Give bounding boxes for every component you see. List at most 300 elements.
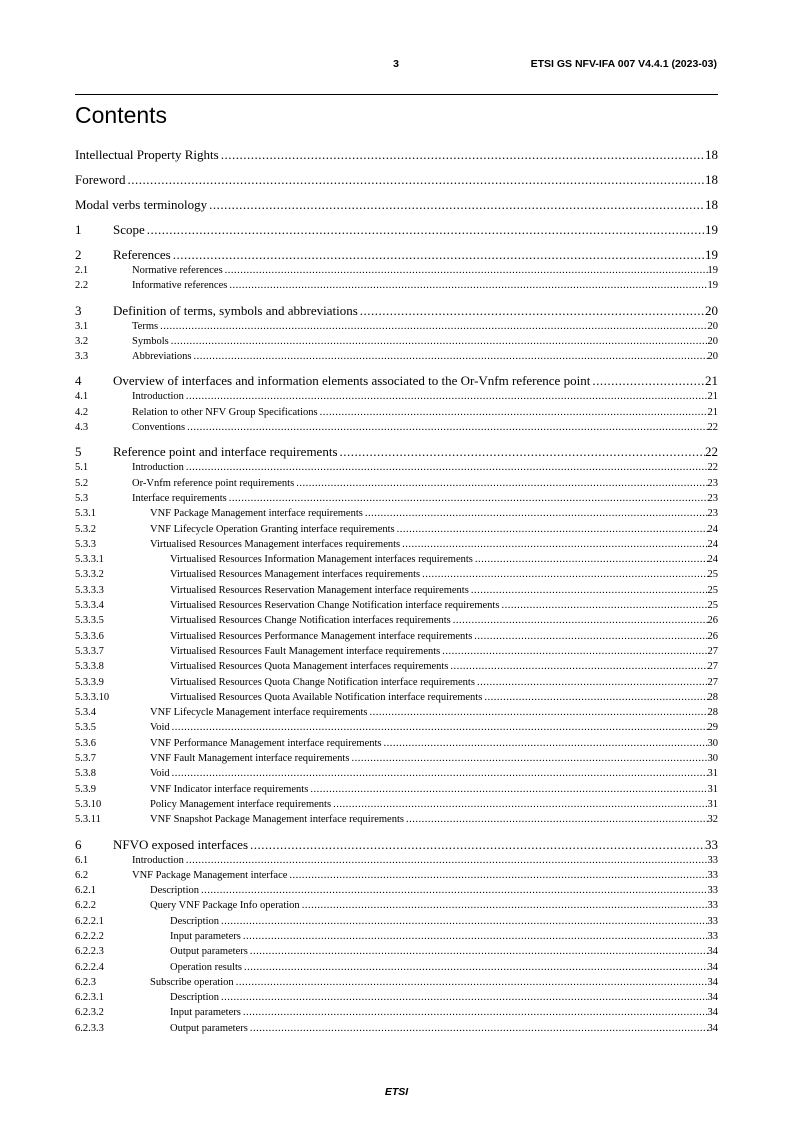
toc-entry[interactable] <box>75 444 718 460</box>
toc-entry[interactable] <box>75 172 718 188</box>
toc-entry[interactable] <box>75 736 718 751</box>
toc-entry-line <box>132 278 718 293</box>
toc-entry-line <box>150 883 718 898</box>
toc-entry-number: 3.3 <box>75 351 89 363</box>
toc-entry[interactable] <box>75 598 718 613</box>
dot-leader <box>442 644 707 659</box>
toc-entry-line <box>170 644 718 659</box>
toc-entry[interactable] <box>75 914 718 929</box>
toc-entry-title[interactable]: Or-Vnfm reference point requirements <box>132 477 295 489</box>
toc-entry[interactable] <box>75 349 718 364</box>
toc-entry-line <box>170 629 718 644</box>
toc-entry[interactable] <box>75 929 718 944</box>
toc-entry-line <box>113 222 718 238</box>
toc-entry-line <box>150 812 718 827</box>
toc-entry[interactable] <box>75 476 718 491</box>
toc-entry-page: 20 <box>707 351 718 363</box>
toc-entry-line <box>132 319 718 334</box>
toc-entry-number: 5.3.4 <box>75 707 96 719</box>
toc-entry-number: 6.2.3.1 <box>75 992 104 1004</box>
toc-entry-line <box>75 197 718 213</box>
dot-leader <box>453 613 708 628</box>
toc-entry-line <box>132 491 718 506</box>
dot-leader <box>229 491 708 506</box>
toc-entry-title[interactable]: Normative references <box>132 265 223 276</box>
toc-entry-page: 24 <box>707 554 718 566</box>
toc-entry-number: 3.1 <box>75 320 89 332</box>
toc-entry-title[interactable]: VNF Lifecycle Operation Granting interface requirements <box>150 523 395 535</box>
toc-entry-page: 34 <box>707 976 718 988</box>
toc-entry-title[interactable]: Scope <box>113 222 145 237</box>
toc-entry-number: 5.3.10 <box>75 798 102 810</box>
toc-entry[interactable] <box>75 797 718 812</box>
toc-entry-line <box>150 766 718 781</box>
toc-entry-title[interactable]: References <box>113 247 171 262</box>
toc-entry-line <box>113 247 718 263</box>
dot-leader <box>402 537 707 552</box>
toc-entry-line <box>150 736 718 751</box>
dot-leader <box>186 853 708 868</box>
toc-entry[interactable] <box>75 675 718 690</box>
toc-entry-page: 22 <box>705 444 718 460</box>
toc-entry-title[interactable]: Relation to other NFV Group Specifications <box>132 406 318 418</box>
toc-entry-line <box>150 720 718 735</box>
toc-entry-number: 6.2.2 <box>75 900 96 912</box>
toc-entry-title[interactable]: Output parameters <box>170 1022 248 1034</box>
toc-entry-page: 20 <box>705 302 718 318</box>
toc-entry-number: 5 <box>75 444 82 460</box>
toc-entry-title[interactable]: Abbreviations <box>132 351 192 363</box>
toc-entry-page: 23 <box>707 492 718 504</box>
toc-entry-line <box>75 172 718 188</box>
toc-entry[interactable] <box>75 898 718 913</box>
toc-entry-number: 5.3.3.9 <box>75 676 104 688</box>
toc-entry[interactable] <box>75 868 718 883</box>
toc-entry[interactable] <box>75 405 718 420</box>
dot-leader <box>474 629 707 644</box>
toc-entry-number: 5.3.3.6 <box>75 630 104 642</box>
toc-entry-title[interactable]: VNF Package Management interface <box>132 869 288 881</box>
toc-entry-title[interactable]: Introduction <box>132 854 184 866</box>
toc-entry-number: 6.2.2.4 <box>75 961 104 973</box>
toc-entry-title[interactable]: Overview of interfaces and information elements associated to the Or-Vnfm reference point <box>113 373 591 389</box>
dot-leader <box>209 197 705 213</box>
toc-entry-number: 5.3.3.7 <box>75 645 104 657</box>
toc-entry[interactable] <box>75 751 718 766</box>
toc-entry-title[interactable]: VNF Lifecycle Management interface requirements <box>150 707 368 719</box>
toc-entry[interactable] <box>75 782 718 797</box>
dot-leader <box>592 373 705 389</box>
toc-entry[interactable] <box>75 334 718 349</box>
dot-leader <box>160 319 707 334</box>
toc-entry-title[interactable]: Virtualised Resources Management interfaces requirements <box>170 569 421 581</box>
toc-entry-title[interactable]: Virtualised Resources Quota Management interfaces requirements <box>170 661 449 673</box>
toc-entry-number: 4.3 <box>75 422 89 434</box>
toc-entry-page: 19 <box>705 222 718 237</box>
toc-entry-page: 25 <box>707 584 718 596</box>
toc-entry[interactable] <box>75 975 718 990</box>
toc-entry-number: 5.3.5 <box>75 722 96 734</box>
toc-entry-number: 6.2.3.3 <box>75 1022 104 1034</box>
dot-leader <box>370 705 708 720</box>
toc-entry-line <box>170 598 718 613</box>
toc-entry[interactable] <box>75 303 718 319</box>
toc-entry[interactable] <box>75 659 718 674</box>
toc-entry-page: 26 <box>707 630 718 642</box>
toc-entry-title[interactable]: Virtualised Resources Quota Available Notification interface requirements <box>170 691 483 703</box>
toc-entry[interactable] <box>75 197 718 213</box>
toc-entry-number: 5.3.3.8 <box>75 661 104 673</box>
toc-entry-line <box>170 567 718 582</box>
dot-leader <box>172 720 708 735</box>
toc-entry-title[interactable]: Terms <box>132 320 159 332</box>
header-rule <box>75 94 718 95</box>
toc-entry-number: 6 <box>75 836 82 852</box>
toc-entry[interactable] <box>75 853 718 868</box>
toc-entry-page: 18 <box>705 197 718 212</box>
toc-entry-line <box>170 914 718 929</box>
toc-entry-line <box>170 1021 718 1036</box>
toc-entry[interactable] <box>75 222 718 238</box>
toc-entry[interactable] <box>75 720 718 735</box>
dot-leader <box>477 675 708 690</box>
toc-entry-line <box>170 613 718 628</box>
toc-entry-page: 33 <box>707 930 718 942</box>
toc-entry-number: 2.2 <box>75 280 89 292</box>
toc-entry-title[interactable]: Virtualised Resources Quota Change Notification interface requirements <box>170 676 475 688</box>
toc-entry-number: 5.3.9 <box>75 783 96 795</box>
dot-leader <box>250 837 705 853</box>
toc-entry-page: 23 <box>707 508 718 520</box>
dot-leader <box>340 444 706 460</box>
toc-entry-title[interactable]: Informative references <box>132 280 228 292</box>
dot-leader <box>360 303 705 319</box>
toc-entry[interactable] <box>75 247 718 263</box>
dot-leader <box>450 659 707 674</box>
toc-entry-number: 6.2.2.1 <box>75 915 104 927</box>
toc-entry-line <box>132 460 718 475</box>
dot-leader <box>296 476 707 491</box>
toc-entry-number: 3 <box>75 302 82 318</box>
toc-entry-line <box>150 782 718 797</box>
toc-entry-title[interactable]: Introduction <box>132 462 184 474</box>
toc-entry-page: 20 <box>707 335 718 347</box>
toc-entry-title[interactable]: Virtualised Resources Management interfaces requirements <box>150 538 401 550</box>
toc-entry-title[interactable]: Intellectual Property Rights <box>75 147 219 162</box>
toc-entry-number: 5.3.2 <box>75 523 96 535</box>
dot-leader <box>289 868 707 883</box>
dot-leader <box>484 690 707 705</box>
toc-entry-number: 4 <box>75 373 82 389</box>
toc-entry-line <box>132 868 718 883</box>
toc-entry-line <box>170 583 718 598</box>
dot-leader <box>384 736 708 751</box>
dot-leader <box>250 1021 708 1036</box>
dot-leader <box>333 797 707 812</box>
footer-etsi: ETSI <box>384 1086 409 1098</box>
dot-leader <box>236 975 708 990</box>
toc-entry-page: 33 <box>705 836 718 852</box>
toc-entry-page: 34 <box>707 992 718 1004</box>
toc-entry-title[interactable]: Query VNF Package Info operation <box>150 900 300 912</box>
toc-entry-title[interactable]: NFVO exposed interfaces <box>113 836 249 852</box>
toc-entry-line <box>170 929 718 944</box>
toc-entry-title[interactable]: Interface requirements <box>132 492 227 504</box>
toc-entry-title[interactable]: Virtualised Resources Performance Management interface requirements <box>170 630 473 642</box>
toc-entry-title[interactable]: Policy Management interface requirements <box>150 798 332 810</box>
toc-entry-number: 6.1 <box>75 854 89 866</box>
toc-entry-title[interactable]: VNF Package Management interface requirements <box>150 508 363 520</box>
toc-entry-page: 21 <box>707 391 718 403</box>
dot-leader <box>365 506 708 521</box>
dot-leader <box>128 172 705 188</box>
toc-entry-line <box>132 853 718 868</box>
toc-entry-line <box>150 522 718 537</box>
toc-entry[interactable] <box>75 567 718 582</box>
toc-entry-number: 6.2 <box>75 869 89 881</box>
dot-leader <box>422 567 707 582</box>
toc-entry[interactable] <box>75 944 718 959</box>
dot-leader <box>186 460 708 475</box>
toc-entry-line <box>75 147 718 163</box>
toc-entry[interactable] <box>75 705 718 720</box>
toc-entry-number: 5.3.3.10 <box>75 691 110 703</box>
toc-entry-line <box>132 334 718 349</box>
toc-entry-number: 5.3.3 <box>75 538 96 550</box>
toc-entry-line <box>170 690 718 705</box>
toc-entry[interactable] <box>75 837 718 853</box>
toc-entry[interactable] <box>75 644 718 659</box>
toc-entry-title[interactable]: Description <box>150 885 199 897</box>
toc-entry-line <box>113 444 718 460</box>
toc-entry-page: 20 <box>707 320 718 332</box>
toc-entry-title[interactable]: Virtualised Resources Information Management interfaces requirements <box>170 554 473 566</box>
toc-entry-title[interactable]: Output parameters <box>170 946 248 958</box>
toc-entry[interactable] <box>75 766 718 781</box>
toc-entry-number: 6.2.2.2 <box>75 930 104 942</box>
toc-entry-title[interactable]: Virtualised Resources Fault Management interface requirements <box>170 645 441 657</box>
toc-entry-number: 6.2.1 <box>75 885 96 897</box>
toc-entry-title[interactable]: VNF Snapshot Package Management interface requirements <box>150 814 404 826</box>
toc-entry[interactable] <box>75 147 718 163</box>
dot-leader <box>186 389 708 404</box>
toc-entry-title[interactable]: Description <box>170 915 219 927</box>
toc-entry-title[interactable]: Input parameters <box>170 930 241 942</box>
toc-entry[interactable] <box>75 373 718 389</box>
toc-entry-page: 27 <box>707 676 718 688</box>
toc-entry-title[interactable]: Introduction <box>132 391 184 403</box>
toc-entry-line <box>170 659 718 674</box>
toc-entry-title[interactable]: Virtualised Resources Change Notification interfaces requirements <box>170 615 451 627</box>
toc-entry-number: 3.2 <box>75 335 89 347</box>
toc-entry-title[interactable]: Description <box>170 992 219 1004</box>
toc-entry-number: 4.1 <box>75 391 89 403</box>
toc-entry-title[interactable]: Subscribe operation <box>150 976 234 988</box>
toc-entry-number: 5.1 <box>75 462 89 474</box>
toc-entry-title[interactable]: Virtualised Resources Reservation Management interface requirements <box>170 584 469 596</box>
toc-entry-line <box>170 1005 718 1020</box>
toc-entry[interactable] <box>75 690 718 705</box>
toc-entry[interactable] <box>75 506 718 521</box>
toc-entry-page: 19 <box>707 280 718 292</box>
dot-leader <box>243 929 708 944</box>
toc-entry-title[interactable]: Foreword <box>75 172 126 187</box>
toc-entry-title[interactable]: Input parameters <box>170 1007 241 1019</box>
dot-leader <box>173 247 705 263</box>
page-title: Contents <box>75 102 168 128</box>
dot-leader <box>475 552 708 567</box>
toc-entry[interactable] <box>75 629 718 644</box>
toc-entry-page: 34 <box>707 946 718 958</box>
toc-entry-line <box>170 944 718 959</box>
toc-entry[interactable] <box>75 537 718 552</box>
toc-entry-page: 34 <box>707 1007 718 1019</box>
toc-entry-line <box>170 960 718 975</box>
toc-entry-line <box>150 797 718 812</box>
toc-entry-page: 22 <box>707 422 718 434</box>
toc-entry[interactable] <box>75 552 718 567</box>
toc-entry-page: 33 <box>707 854 718 866</box>
toc-entry[interactable] <box>75 990 718 1005</box>
toc-entry-page: 27 <box>707 645 718 657</box>
toc-entry-title[interactable]: Void <box>150 768 170 780</box>
toc-entry-page: 18 <box>705 172 718 187</box>
toc-entry-number: 6.2.3 <box>75 976 96 988</box>
toc-entry[interactable] <box>75 420 718 435</box>
toc-entry-page: 33 <box>707 915 718 927</box>
toc-entry-title[interactable]: Definition of terms, symbols and abbreviations <box>113 302 358 318</box>
dot-leader <box>244 960 707 975</box>
toc-entry[interactable] <box>75 613 718 628</box>
toc-entry-page: 30 <box>707 753 718 765</box>
toc-entry-line <box>150 537 718 552</box>
toc-entry-page: 30 <box>707 737 718 749</box>
toc-entry[interactable] <box>75 583 718 598</box>
toc-entry-title[interactable]: Modal verbs terminology <box>75 197 208 212</box>
toc-entry-line <box>150 898 718 913</box>
toc-entry-number: 5.3.1 <box>75 508 96 520</box>
toc-entry[interactable] <box>75 491 718 506</box>
toc-entry-title[interactable]: VNF Indicator interface requirements <box>150 783 309 795</box>
toc-entry[interactable] <box>75 1005 718 1020</box>
table-of-contents <box>75 147 718 1036</box>
toc-entry-page: 32 <box>707 814 718 826</box>
toc-entry-line <box>170 552 718 567</box>
toc-entry-line <box>113 303 718 319</box>
toc-entry-line <box>132 420 718 435</box>
document-id: ETSI GS NFV-IFA 007 V4.4.1 (2023-03) <box>530 58 717 70</box>
dot-leader <box>351 751 707 766</box>
dot-leader <box>229 278 707 293</box>
toc-entry-number: 5.3.3.4 <box>75 600 104 612</box>
toc-entry-page: 21 <box>705 373 718 389</box>
toc-entry-page: 27 <box>707 661 718 673</box>
toc-entry[interactable] <box>75 1021 718 1036</box>
toc-entry[interactable] <box>75 278 718 293</box>
toc-entry-title[interactable]: VNF Fault Management interface requirements <box>150 753 350 765</box>
toc-entry-number: 5.3.11 <box>75 814 101 826</box>
dot-leader <box>302 898 708 913</box>
toc-entry-page: 28 <box>707 691 718 703</box>
dot-leader <box>194 349 708 364</box>
toc-entry-title[interactable]: Virtualised Resources Reservation Change Notification interface requirements <box>170 600 500 612</box>
toc-entry[interactable] <box>75 389 718 404</box>
dot-leader <box>471 583 708 598</box>
dot-leader <box>310 782 707 797</box>
toc-entry-number: 5.3 <box>75 492 89 504</box>
toc-entry-line <box>170 990 718 1005</box>
toc-entry-page: 19 <box>705 247 718 262</box>
toc-entry-number: 2.1 <box>75 265 89 276</box>
toc-entry[interactable] <box>75 319 718 334</box>
toc-entry-number: 5.2 <box>75 477 89 489</box>
dot-leader <box>406 812 708 827</box>
toc-entry-title[interactable]: Reference point and interface requirements <box>113 444 338 460</box>
dot-leader <box>171 334 708 349</box>
toc-entry-number: 5.3.7 <box>75 753 96 765</box>
toc-entry-page: 34 <box>707 961 718 973</box>
dot-leader <box>225 263 708 278</box>
toc-entry-line <box>170 675 718 690</box>
dot-leader <box>501 598 707 613</box>
toc-entry-page: 33 <box>707 869 718 881</box>
toc-entry-line <box>150 751 718 766</box>
toc-entry-page: 18 <box>705 147 718 162</box>
toc-entry-number: 4.2 <box>75 406 89 418</box>
toc-entry-line <box>150 506 718 521</box>
toc-entry[interactable] <box>75 522 718 537</box>
toc-entry-page: 34 <box>707 1022 718 1034</box>
toc-entry-line <box>132 476 718 491</box>
toc-entry-line <box>132 263 718 278</box>
toc-entry-number: 6.2.2.3 <box>75 946 104 958</box>
toc-entry-number: 6.2.3.2 <box>75 1007 104 1019</box>
toc-entry[interactable] <box>75 960 718 975</box>
toc-entry[interactable] <box>75 812 718 827</box>
toc-entry-line <box>132 405 718 420</box>
dot-leader <box>250 944 708 959</box>
toc-entry-page: 31 <box>707 783 718 795</box>
dot-leader <box>147 222 705 238</box>
toc-entry[interactable] <box>75 263 718 278</box>
toc-entry-line <box>150 975 718 990</box>
dot-leader <box>397 522 708 537</box>
toc-entry-title[interactable]: Symbols <box>132 335 169 347</box>
toc-entry-page: 26 <box>707 615 718 627</box>
toc-entry-page: 33 <box>707 900 718 912</box>
toc-entry-title[interactable]: Conventions <box>132 422 186 434</box>
dot-leader <box>187 420 707 435</box>
toc-entry-number: 5.3.3.3 <box>75 584 104 596</box>
toc-entry-title[interactable]: VNF Performance Management interface requirements <box>150 737 382 749</box>
toc-entry-page: 29 <box>707 722 718 734</box>
toc-entry[interactable] <box>75 460 718 475</box>
toc-entry-line <box>132 349 718 364</box>
toc-entry-title[interactable]: Void <box>150 722 170 734</box>
toc-entry-page: 19 <box>707 265 718 276</box>
toc-entry-page: 22 <box>707 462 718 474</box>
toc-entry-line <box>113 837 718 853</box>
dot-leader <box>221 914 708 929</box>
page-number: 3 <box>393 58 399 70</box>
toc-entry-number: 5.3.3.5 <box>75 615 104 627</box>
toc-entry-page: 31 <box>707 768 718 780</box>
toc-entry-page: 31 <box>707 798 718 810</box>
dot-leader <box>201 883 708 898</box>
toc-entry-title[interactable]: Operation results <box>170 961 243 973</box>
dot-leader <box>221 147 705 163</box>
toc-entry[interactable] <box>75 883 718 898</box>
